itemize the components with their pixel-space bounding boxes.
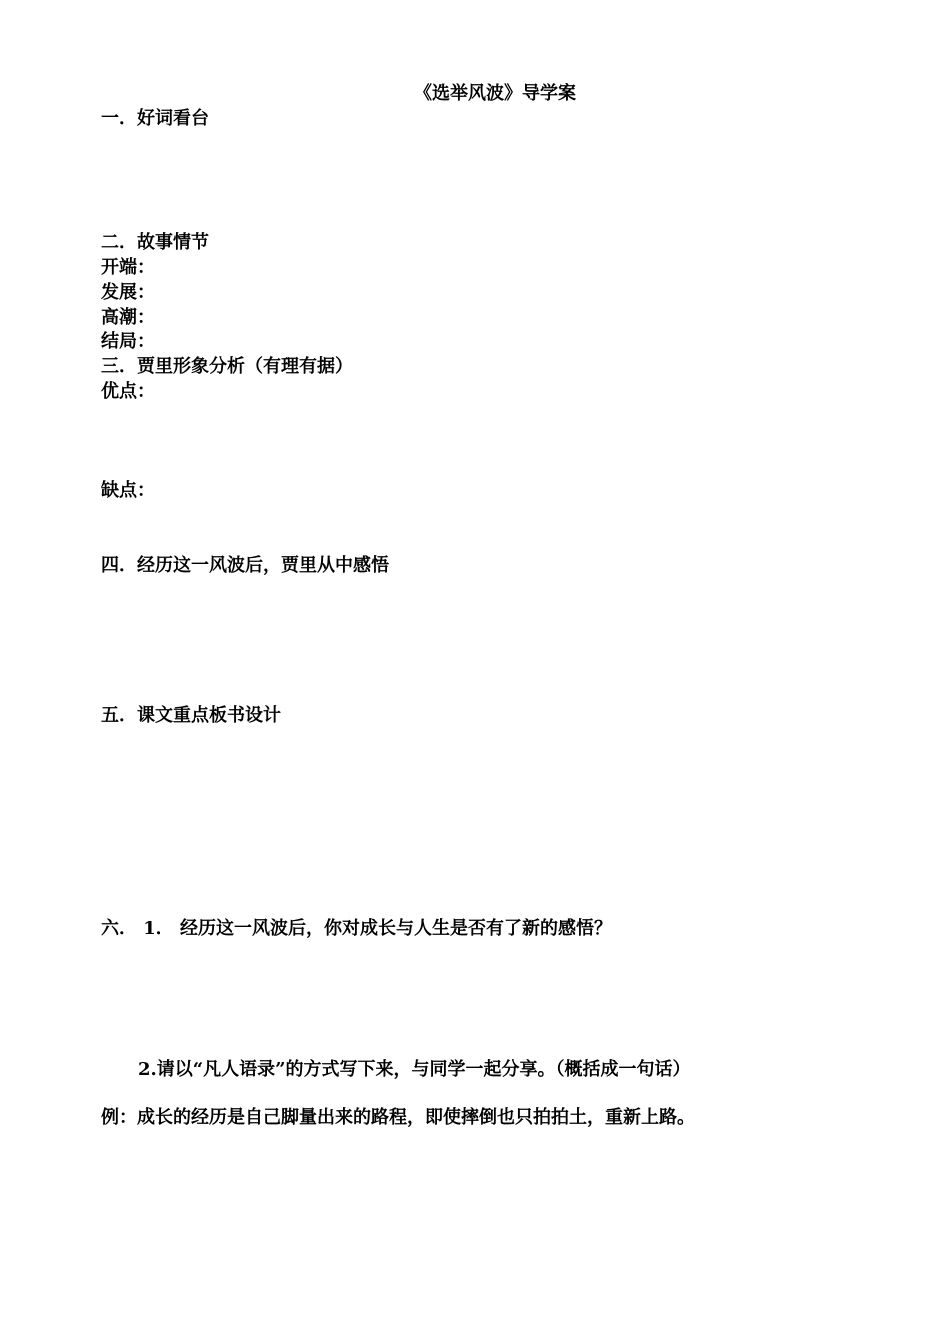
plot-start-label: 开端： bbox=[101, 257, 155, 278]
question-2: 2.请以“凡人语录”的方式写下来，与同学一起分享。（概括成一句话） bbox=[138, 1059, 691, 1080]
section-heading-board-design: 五．课文重点板书设计 bbox=[101, 705, 281, 726]
example-sentence: 例：成长的经历是自己脚量出来的路程，即使摔倒也只拍拍土，重新上路。 bbox=[101, 1107, 695, 1128]
section-heading-plot: 二．故事情节 bbox=[101, 232, 209, 253]
section-heading-character: 三．贾里形象分析（有理有据） bbox=[101, 356, 353, 377]
question-1: 六． 1． 经历这一风波后，你对成长与人生是否有了新的感悟？ bbox=[101, 918, 613, 939]
plot-climax-label: 高潮： bbox=[101, 307, 155, 328]
merits-label: 优点： bbox=[101, 381, 155, 402]
plot-end-label: 结局： bbox=[101, 331, 155, 352]
plot-develop-label: 发展： bbox=[101, 282, 155, 303]
page-title: 《选举风波》导学案 bbox=[414, 83, 576, 104]
flaws-label: 缺点： bbox=[101, 480, 155, 501]
section-heading-insight: 四．经历这一风波后，贾里从中感悟 bbox=[101, 555, 389, 576]
section-heading-vocabulary: 一．好词看台 bbox=[101, 108, 209, 129]
